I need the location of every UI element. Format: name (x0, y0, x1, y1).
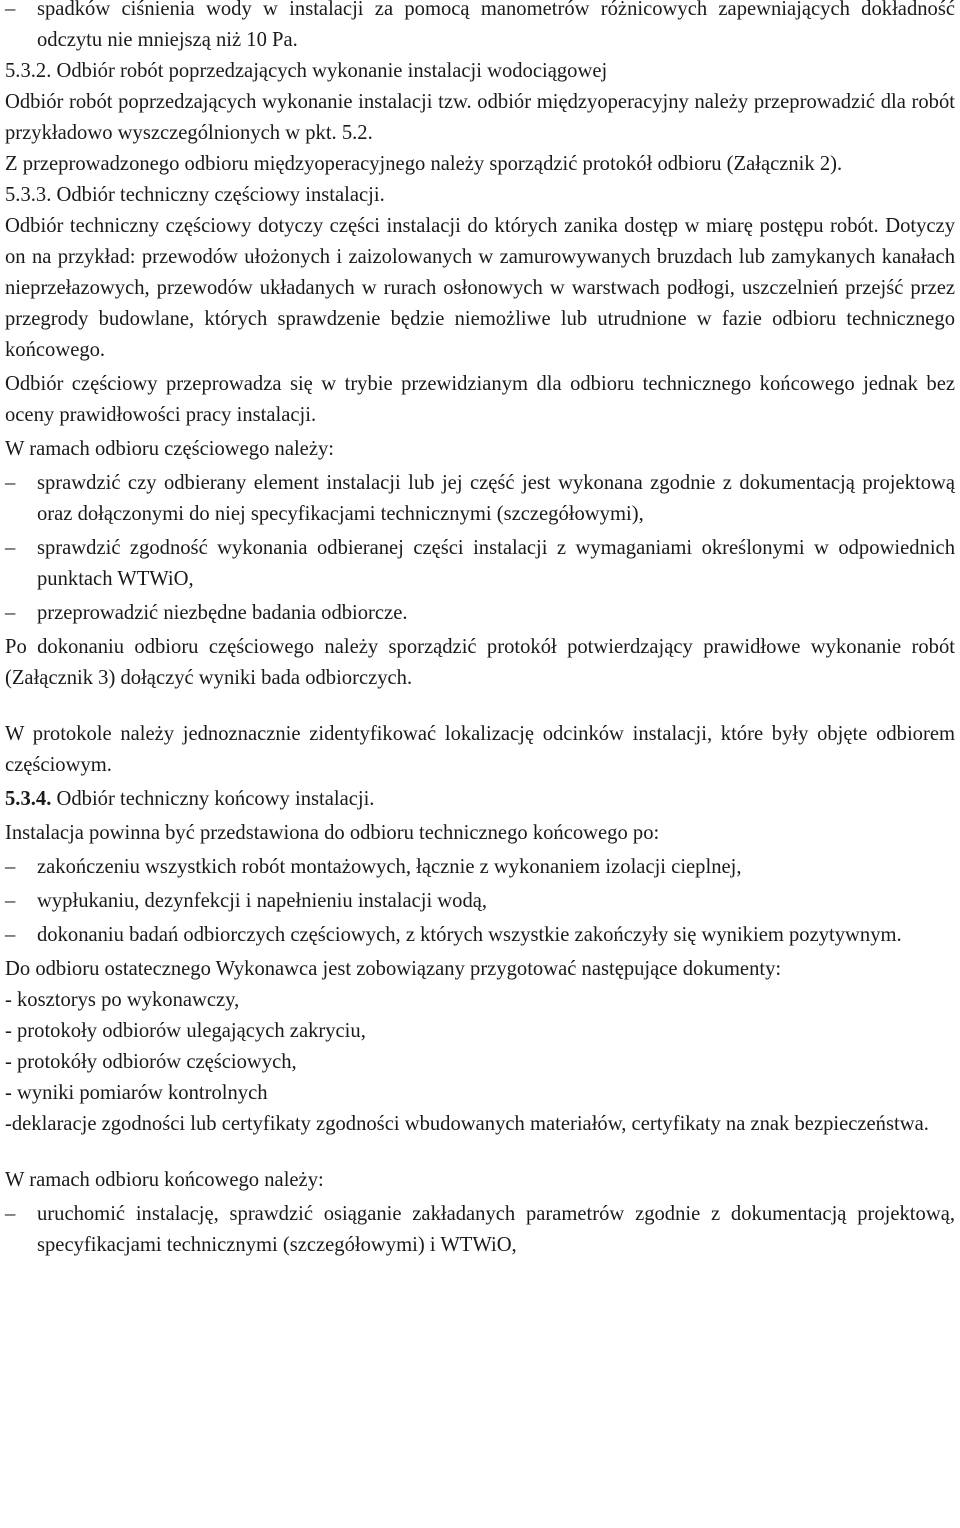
list-item-text: sprawdzić zgodność wykonania odbieranej części instalacji z wymaganiami określonymi w odpowiednich punktach WTWiO, (37, 537, 955, 590)
paragraph: W ramach odbioru końcowego należy: (5, 1169, 324, 1191)
paragraph: Odbiór techniczny częściowy dotyczy części instalacji do których zanika dostęp w miarę postępu robót. Dotyczy on na przykład: przewodów ułożonych i zaizolowanych w zamurowywanych bruzdach lub zamykanych kanałach nieprzełazowych, przewodów układanych w rurach osłonowych w warstwach podłogi, uszczelnień przejść przez przegrody budowlane, których sprawdzenie będzie niemożliwe lub utrudnione w fazie odbioru technicznego końcowego. (5, 215, 955, 361)
section-heading-5-3-3: 5.3.3. Odbiór techniczny częściowy instalacji. (5, 184, 385, 206)
document-page (5, 0, 955, 1261)
dash-bullet: – (5, 472, 16, 494)
paragraph: W protokole należy jednoznacznie zidentyfikować lokalizację odcinków instalacji, które były objęte odbiorem częściowym. (5, 723, 955, 776)
list-item (5, 598, 955, 629)
document-list-item: - wyniki pomiarów kontrolnych (5, 1082, 268, 1104)
list-item (5, 0, 955, 56)
list-item (5, 533, 955, 595)
list-item (5, 920, 955, 951)
list-item-text: dokonaniu badań odbiorczych częściowych, z których wszystkie zakończyły się wynikiem pozytywnym. (37, 924, 902, 946)
document-list-item: - kosztorys po wykonawczy, (5, 989, 240, 1011)
dash-bullet: – (5, 1203, 16, 1225)
dash-bullet: – (5, 856, 16, 878)
list-item (5, 1199, 955, 1261)
list-item (5, 886, 955, 917)
paragraph: Odbiór robót poprzedzających wykonanie instalacji tzw. odbiór międzyoperacyjny należy przeprowadzić dla robót przykładowo wyszczególnionych w pkt. 5.2. (5, 91, 955, 144)
list-item-text: spadków ciśnienia wody w instalacji za pomocą manometrów różnicowych zapewniających dokładność odczytu nie mniejszą niż 10 Pa. (37, 0, 955, 51)
list-item-text: uruchomić instalację, sprawdzić osiąganie zakładanych parametrów zgodnie z dokumentacją projektową, specyfikacjami technicznymi (szczegółowymi) i WTWiO, (37, 1203, 955, 1256)
paragraph: Z przeprowadzonego odbioru międzyoperacyjnego należy sporządzić protokół odbioru (Załącznik 2). (5, 153, 843, 175)
section-heading-5-3-4 (5, 784, 955, 815)
section-title: Odbiór techniczny końcowy instalacji. (51, 788, 375, 810)
paragraph: Odbiór częściowy przeprowadza się w trybie przewidzianym dla odbioru technicznego końcowego jednak bez oceny prawidłowości pracy instalacji. (5, 373, 955, 426)
document-list-item: - protokoły odbiorów ulegających zakryciu, (5, 1020, 366, 1042)
dash-bullet: – (5, 537, 16, 559)
list-item (5, 852, 955, 883)
paragraph: Instalacja powinna być przedstawiona do odbioru technicznego końcowego po: (5, 822, 660, 844)
list-item-text: wypłukaniu, dezynfekcji i napełnieniu instalacji wodą, (37, 890, 488, 912)
list-item-text: przeprowadzić niezbędne badania odbiorcze. (37, 602, 408, 624)
dash-bullet: – (5, 602, 16, 624)
dash-bullet: – (5, 0, 16, 20)
list-item (5, 468, 955, 530)
dash-bullet: – (5, 890, 16, 912)
list-item-text: sprawdzić czy odbierany element instalacji lub jej część jest wykonana zgodnie z dokumentacją projektową oraz dołączonymi do niej specyfikacjami technicznymi (szczegółowymi), (37, 472, 955, 525)
section-heading-5-3-2: 5.3.2. Odbiór robót poprzedzających wykonanie instalacji wodociągowej (5, 60, 608, 82)
paragraph: Po dokonaniu odbioru częściowego należy sporządzić protokół potwierdzający prawidłowe wykonanie robót (Załącznik 3) dołączyć wyniki bada odbiorczych. (5, 636, 955, 689)
dash-bullet: – (5, 924, 16, 946)
paragraph: W ramach odbioru częściowego należy: (5, 438, 334, 460)
document-list-item: - protokóły odbiorów częściowych, (5, 1051, 297, 1073)
section-number: 5.3.4. (5, 788, 52, 810)
list-item-text: zakończeniu wszystkich robót montażowych, łącznie z wykonaniem izolacji cieplnej, (37, 856, 742, 878)
paragraph: Do odbioru ostatecznego Wykonawca jest zobowiązany przygotować następujące dokumenty: (5, 958, 782, 980)
document-list-item: -deklaracje zgodności lub certyfikaty zgodności wbudowanych materiałów, certyfikaty na znak bezpieczeństwa. (5, 1113, 929, 1135)
